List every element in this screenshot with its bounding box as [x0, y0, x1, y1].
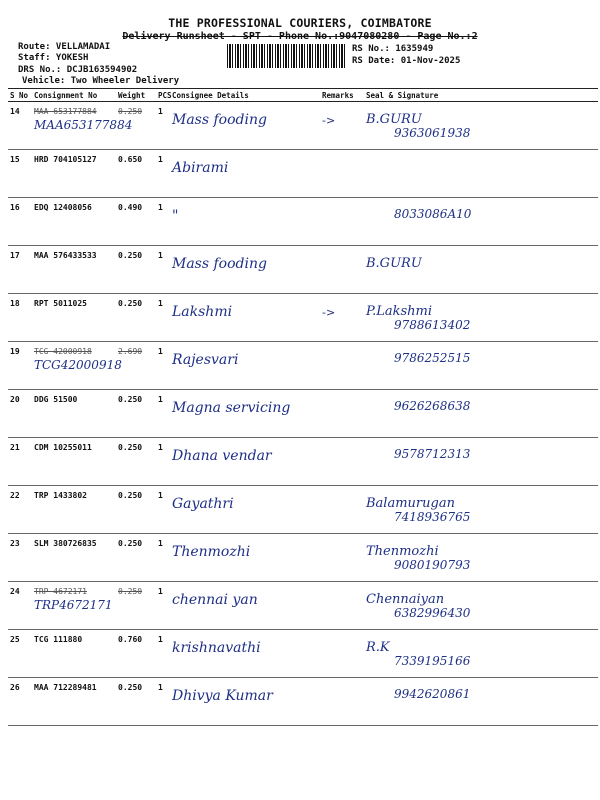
column-header-consignment: Consignment No — [32, 89, 116, 102]
rs-date: RS Date: 01-Nov-2025 — [352, 56, 461, 66]
signature-name: Balamurugan — [366, 496, 455, 511]
runsheet-subtitle — [0, 31, 600, 42]
row-signature — [364, 198, 598, 246]
row-consignment-no — [32, 678, 116, 726]
table-row — [8, 678, 598, 726]
vehicle-label: Vehicle: Two Wheeler Delivery — [22, 76, 180, 86]
row-remarks — [320, 198, 364, 246]
row-consignment-no — [32, 486, 116, 534]
row-weight: 0.250 — [116, 390, 156, 438]
runsheet-subtitle-text: Delivery Runsheet - SPT - Phone No.:9047080280 - Page No.:2 — [122, 31, 478, 42]
row-sno: 26 — [8, 678, 32, 726]
row-consignee: chennai yan — [170, 582, 320, 630]
column-header-pcs: PCS — [158, 90, 172, 100]
signature-phone: 7418936765 — [394, 510, 471, 524]
row-consignment-no — [32, 198, 116, 246]
row-consignment-no — [32, 630, 116, 678]
row-weight: 2.690 — [116, 342, 156, 390]
row-sno: 20 — [8, 390, 32, 438]
row-consignee: Gayathri — [170, 486, 320, 534]
row-pcs: 1 — [156, 486, 170, 534]
row-pcs: 1 — [156, 678, 170, 726]
signature-phone: 9363061938 — [394, 126, 471, 140]
row-sno: 18 — [8, 294, 32, 342]
row-signature — [364, 102, 598, 150]
row-sno: 25 — [8, 630, 32, 678]
row-signature — [364, 486, 598, 534]
signature-phone: 7339195166 — [394, 654, 471, 668]
row-consignee: Rajesvari — [170, 342, 320, 390]
row-remarks — [320, 246, 364, 294]
row-sno: 21 — [8, 438, 32, 486]
table-row — [8, 630, 598, 678]
row-consignee: Abirami — [170, 150, 320, 198]
row-consignment-no — [32, 246, 116, 294]
consignment-number: TCG 111880 — [34, 635, 83, 644]
consignment-number: HRD 704105127 — [34, 155, 97, 164]
column-header-signature: Seal & Signature — [364, 89, 598, 102]
signature-name: Chennaiyan — [366, 592, 445, 607]
consignment-number: RPT 5011025 — [34, 299, 87, 308]
row-consignee: Dhivya Kumar — [170, 678, 320, 726]
signature-name: Thenmozhi — [366, 544, 439, 559]
handwritten-consignment-number: TRP4672171 — [34, 598, 113, 612]
signature-phone: 9578712313 — [394, 447, 471, 461]
row-remarks — [320, 630, 364, 678]
row-consignment-no — [32, 342, 122, 390]
row-remarks — [320, 678, 364, 726]
table-row — [8, 102, 598, 150]
route-label: Route: VELLAMADAI — [18, 42, 111, 52]
row-consignee: Magna servicing — [170, 390, 320, 438]
table-body — [8, 102, 598, 726]
row-consignment-no — [32, 534, 116, 582]
row-weight: 0.250 — [116, 438, 156, 486]
row-pcs: 1 — [156, 630, 170, 678]
row-weight: 0.490 — [116, 198, 156, 246]
row-weight: 0.760 — [116, 630, 156, 678]
row-pcs: 1 — [156, 534, 170, 582]
row-sno: 23 — [8, 534, 32, 582]
row-weight: 0.250 — [116, 294, 156, 342]
row-signature — [364, 150, 598, 198]
consignment-number: CDM 10255011 — [34, 443, 92, 452]
row-remarks — [320, 486, 364, 534]
row-sno: 15 — [8, 150, 32, 198]
table-row — [8, 342, 598, 390]
row-pcs: 1 — [156, 582, 170, 630]
table-row — [8, 294, 598, 342]
row-remarks: -> — [320, 294, 364, 342]
row-signature — [364, 438, 598, 486]
row-sno: 14 — [8, 102, 32, 150]
consignment-number: TRP 1433802 — [34, 491, 87, 500]
row-signature — [364, 342, 598, 390]
signature-phone: 9786252515 — [394, 351, 471, 365]
row-sno: 16 — [8, 198, 32, 246]
row-signature — [364, 390, 598, 438]
row-consignee: " — [170, 198, 320, 246]
row-weight: 0.250 — [116, 102, 156, 150]
table-row — [8, 534, 598, 582]
signature-name: R.K — [366, 640, 390, 655]
signature-name: B.GURU — [366, 112, 422, 127]
row-remarks — [320, 342, 364, 390]
row-pcs: 1 — [156, 438, 170, 486]
drs-number: DRS No.: DCJB163594902 — [18, 65, 138, 75]
company-title: THE PROFESSIONAL COURIERS, COIMBATORE — [168, 16, 432, 30]
handwritten-consignment-number: MAA653177884 — [34, 118, 133, 132]
signature-phone: 9626268638 — [394, 399, 471, 413]
row-weight: 0.650 — [116, 150, 156, 198]
row-consignee: Mass fooding — [170, 246, 320, 294]
signature-name: B.GURU — [366, 256, 422, 271]
row-consignee: Mass fooding — [170, 102, 320, 150]
row-pcs: 1 — [156, 294, 170, 342]
row-consignment-no — [32, 390, 116, 438]
consignment-number: DDG 51500 — [34, 395, 78, 404]
row-sno: 24 — [8, 582, 32, 630]
row-weight: 0.250 — [116, 534, 156, 582]
table-row — [8, 438, 598, 486]
column-header-remarks: Remarks — [320, 89, 364, 102]
table-row — [8, 390, 598, 438]
column-header-consignee: Consignee Details — [170, 89, 320, 102]
row-remarks: -> — [320, 102, 364, 150]
consignment-number: TRP 4672171 — [34, 587, 87, 596]
row-consignment-no — [32, 150, 116, 198]
row-consignee: krishnavathi — [170, 630, 320, 678]
column-header-weight: Weight — [116, 89, 156, 102]
row-pcs: 1 — [156, 342, 170, 390]
signature-phone: 9942620861 — [394, 687, 471, 701]
row-remarks — [320, 582, 364, 630]
row-pcs: 1 — [156, 198, 170, 246]
row-signature — [364, 630, 598, 678]
table-row — [8, 582, 598, 630]
row-sno: 19 — [8, 342, 32, 390]
row-consignment-no — [32, 438, 116, 486]
consignment-number: SLM 380726835 — [34, 539, 97, 548]
row-pcs: 1 — [156, 390, 170, 438]
row-signature — [364, 582, 598, 630]
row-signature — [364, 246, 598, 294]
row-remarks — [320, 390, 364, 438]
table-row — [8, 198, 598, 246]
table-row — [8, 246, 598, 294]
barcode-image — [227, 44, 347, 68]
staff-label: Staff: YOKESH — [18, 53, 89, 63]
table-header-row — [8, 89, 598, 102]
row-pcs: 1 — [156, 246, 170, 294]
runsheet-table — [8, 88, 598, 726]
row-remarks — [320, 534, 364, 582]
signature-phone: 9080190793 — [394, 558, 471, 572]
consignment-number: MAA 576433533 — [34, 251, 97, 260]
row-weight: 0.250 — [116, 486, 156, 534]
row-weight: 0.250 — [116, 246, 156, 294]
row-weight: 0.250 — [116, 678, 156, 726]
row-pcs: 1 — [156, 150, 170, 198]
row-signature — [364, 534, 598, 582]
handwritten-consignment-number: TCG42000918 — [34, 358, 122, 372]
row-remarks — [320, 438, 364, 486]
signature-phone: 9788613402 — [394, 318, 471, 332]
row-consignment-no — [32, 294, 116, 342]
consignment-number: MAA 712289481 — [34, 683, 97, 692]
row-sno: 22 — [8, 486, 32, 534]
signature-phone: 6382996430 — [394, 606, 471, 620]
row-consignee: Dhana vendar — [170, 438, 320, 486]
row-signature — [364, 294, 598, 342]
consignment-number: EDQ 12408056 — [34, 203, 92, 212]
row-signature — [364, 678, 598, 726]
column-header-sno: S No — [8, 89, 32, 102]
rs-number: RS No.: 1635949 — [352, 44, 434, 54]
row-consignee: Thenmozhi — [170, 534, 320, 582]
row-remarks — [320, 150, 364, 198]
consignment-number: TCG 42000918 — [34, 347, 92, 356]
row-consignment-no — [32, 582, 116, 630]
signature-name: P.Lakshmi — [366, 304, 433, 319]
row-consignee: Lakshmi — [170, 294, 320, 342]
row-weight: 0.250 — [116, 582, 156, 630]
row-pcs: 1 — [156, 102, 170, 150]
consignment-number: MAA 653177884 — [34, 107, 97, 116]
row-sno: 17 — [8, 246, 32, 294]
table-row — [8, 486, 598, 534]
signature-phone: 8033086A10 — [394, 207, 472, 221]
table-row — [8, 150, 598, 198]
